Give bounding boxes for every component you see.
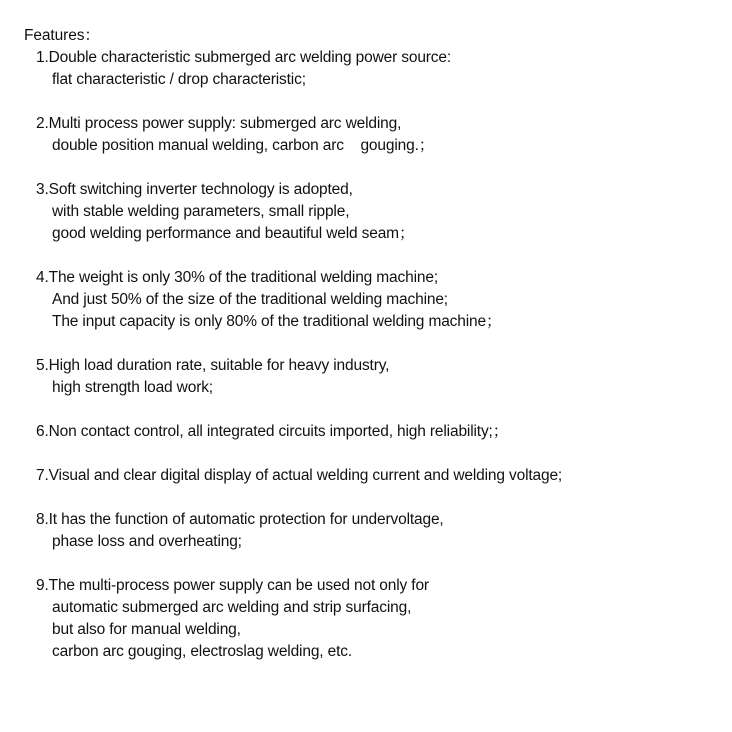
feature-3-line-3: good welding performance and beautiful weld seam； — [52, 225, 415, 242]
feature-9-line-4: carbon arc gouging, electroslag welding, etc. — [52, 643, 352, 660]
feature-item-3 — [36, 179, 716, 245]
feature-item-4 — [36, 267, 716, 333]
feature-4-line-1: 4.The weight is only 30% of the traditional welding machine; — [36, 269, 438, 286]
feature-5-line-1: 5.High load duration rate, suitable for heavy industry, — [36, 357, 390, 374]
feature-8-line-2: phase loss and overheating; — [52, 533, 242, 550]
feature-2-line-2: double position manual welding, carbon arc gouging.； — [52, 137, 435, 154]
feature-8-line-1: 8.It has the function of automatic protection for undervoltage, — [36, 511, 444, 528]
feature-item-6 — [36, 421, 716, 443]
features-heading: Features： — [24, 27, 100, 44]
feature-3-line-2: with stable welding parameters, small ripple, — [52, 203, 350, 220]
feature-item-9 — [36, 575, 716, 663]
feature-2-line-1: 2.Multi process power supply: submerged arc welding, — [36, 115, 402, 132]
feature-1-line-2: flat characteristic / drop characteristic; — [52, 71, 306, 88]
feature-item-5 — [36, 355, 716, 399]
feature-9-line-1: 9.The multi-process power supply can be used not only for — [36, 577, 429, 594]
feature-9-line-2: automatic submerged arc welding and strip surfacing, — [52, 599, 412, 616]
features-list — [36, 47, 716, 663]
feature-item-7 — [36, 465, 716, 487]
feature-4-line-3: The input capacity is only 80% of the traditional welding machine； — [52, 313, 502, 330]
feature-4-line-2: And just 50% of the size of the traditional welding machine; — [52, 291, 448, 308]
feature-item-8 — [36, 509, 716, 553]
feature-9-line-3: but also for manual welding, — [52, 621, 241, 638]
feature-item-1 — [36, 47, 716, 91]
feature-3-line-1: 3.Soft switching inverter technology is adopted, — [36, 181, 353, 198]
feature-item-2 — [36, 113, 716, 157]
feature-7-line-1: 7.Visual and clear digital display of actual welding current and welding voltage; — [36, 467, 563, 484]
feature-6-line-1: 6.Non contact control, all integrated circuits imported, high reliability;； — [36, 423, 509, 440]
feature-5-line-2: high strength load work; — [52, 379, 213, 396]
feature-1-line-1: 1.Double characteristic submerged arc welding power source: — [36, 49, 452, 66]
